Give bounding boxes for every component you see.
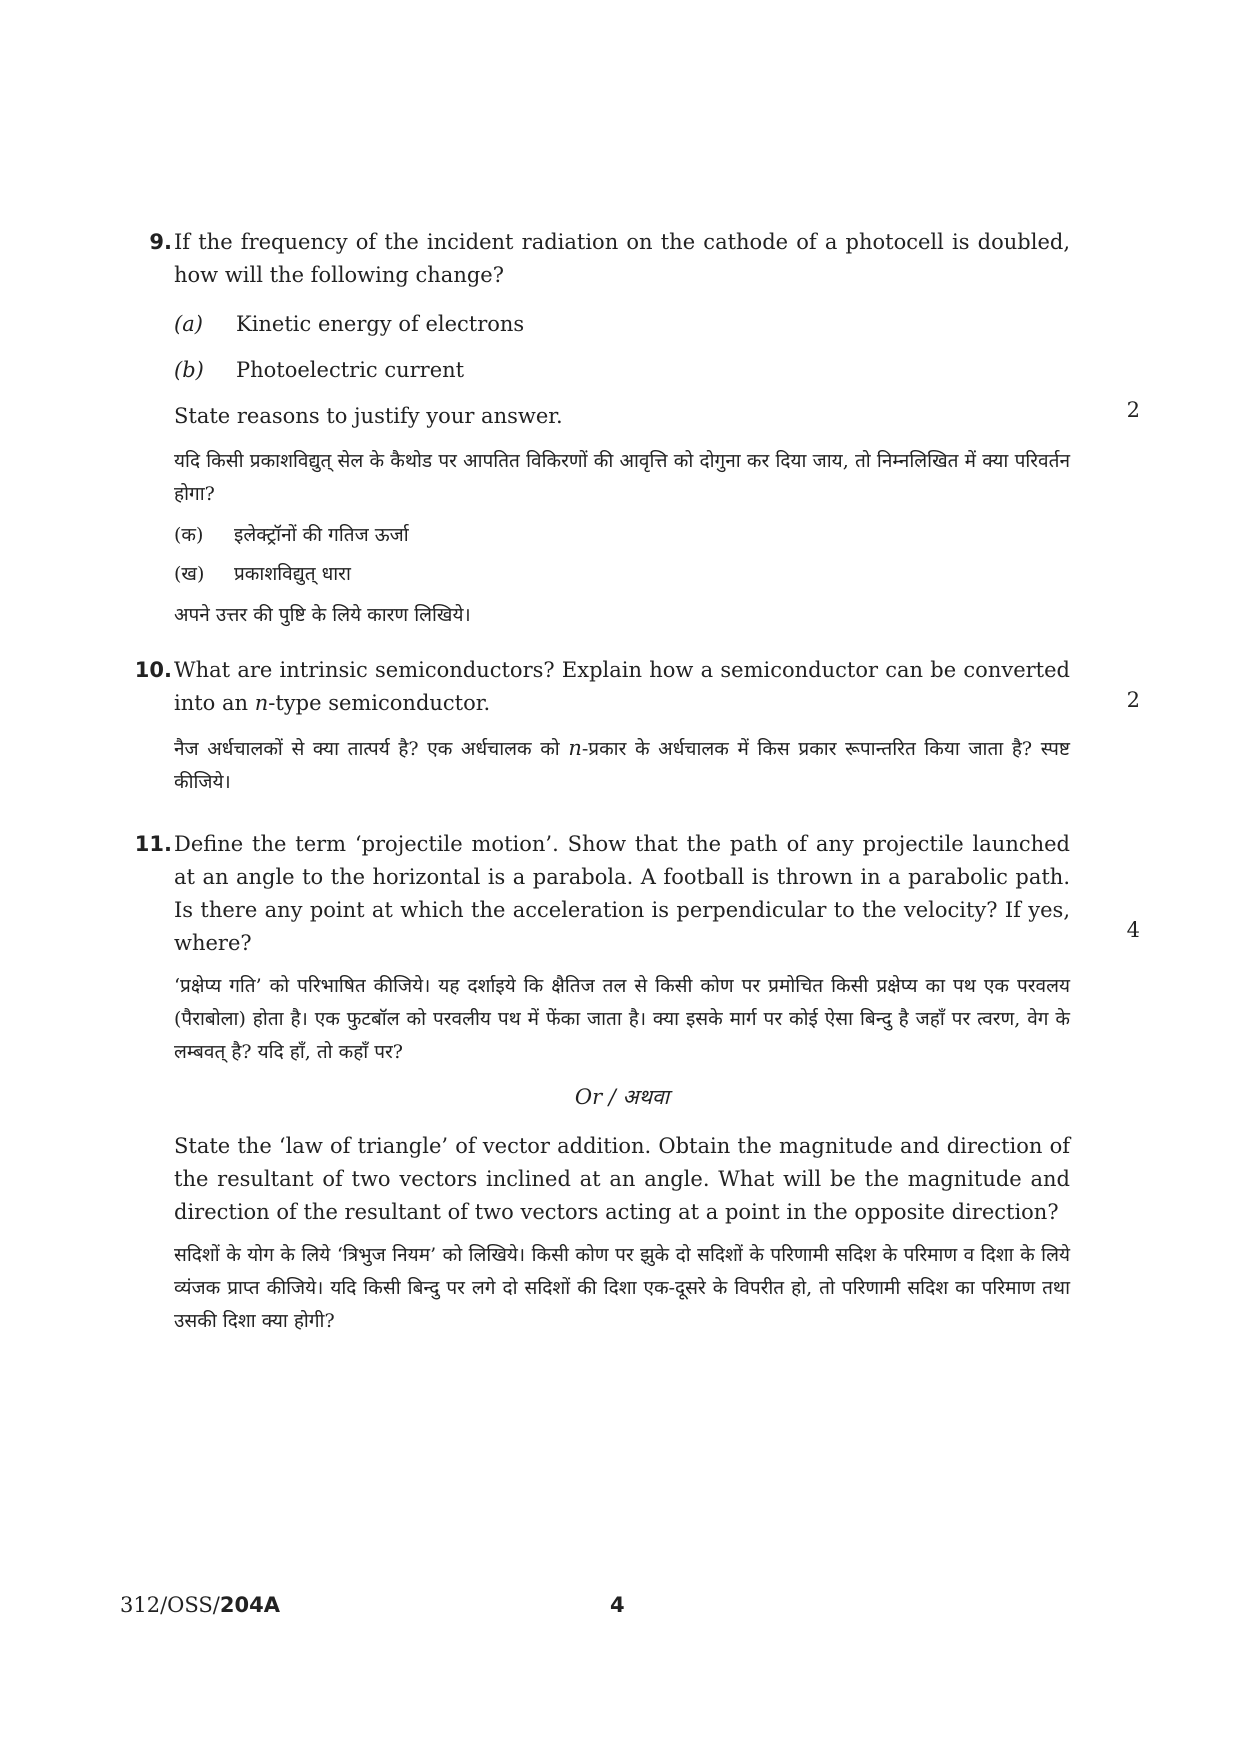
alternative-question-text: State the ‘law of triangle’ of vector addition. Obtain the magnitude and direction of the resultant of two vectors inclined at an angle. What will be the magnitude and direction of the resultant of two vectors acting at a point in the opposite direction? bbox=[174, 1134, 1070, 1224]
sub-question-a bbox=[174, 308, 1070, 341]
sub-label: (a) bbox=[174, 312, 203, 336]
or-separator: Or / अथवा bbox=[574, 1085, 670, 1109]
alternative-question-text-hindi: सदिशों के योग के लिये ‘त्रिभुज नियम’ को लिखिये। किसी कोण पर झुके दो सदिशों के परिणामी सदिश के परिमाण व दिशा के लिये व्यंजक प्राप्त कीजिये। यदि किसी बिन्दु पर लगे दो सदिशों की दिशा एक-दूसरे के विपरीत हो, तो परिणामी सदिश का परिमाण तथा उसकी दिशा क्या होगी? bbox=[174, 1244, 1070, 1332]
reason-instruction: State reasons to justify your answer. bbox=[174, 404, 563, 428]
page-number: 4 bbox=[610, 1593, 625, 1617]
sub-label: (ख) bbox=[174, 563, 205, 585]
question-text-hindi: यदि किसी प्रकाशविद्युत् सेल के कैथोड पर आपतित विकिरणों की आवृत्ति को दोगुना कर दिया जाय, तो निम्नलिखित में क्या परिवर्तन होगा? bbox=[174, 450, 1070, 505]
sub-question-hindi-b bbox=[174, 558, 1070, 591]
sub-question-b bbox=[174, 354, 1070, 387]
question-text-hindi: नैज अर्धचालकों से क्या तात्पर्य है? एक अर्धचालक को n-प्रकार के अर्धचालक में किस प्रकार रूपान्तरित किया जाता है? स्पष्ट कीजिये। bbox=[174, 736, 1070, 793]
question-number: 11. bbox=[134, 832, 172, 856]
marks: 2 bbox=[1126, 398, 1140, 422]
sub-text: Photoelectric current bbox=[236, 358, 465, 382]
reason-instruction-hindi: अपने उत्तर की पुष्टि के लिये कारण लिखिये। bbox=[174, 604, 471, 626]
marks: 2 bbox=[1126, 688, 1140, 712]
sub-label: (क) bbox=[174, 524, 204, 546]
marks: 4 bbox=[1126, 918, 1140, 942]
question-text: What are intrinsic semiconductors? Explain how a semiconductor can be converted into an n-type semiconductor. bbox=[174, 658, 1070, 715]
question-number: 10. bbox=[134, 658, 172, 682]
sub-label: (b) bbox=[174, 358, 204, 382]
question-number: 9. bbox=[149, 230, 172, 254]
paper-code: 312/OSS/204A bbox=[120, 1593, 280, 1617]
question-text: Define the term ‘projectile motion’. Show that the path of any projectile launched at an angle to the horizontal is a parabola. A football is thrown in a parabolic path. Is there any point at which the acceleration is perpendicular to the velocity? If yes, where? bbox=[174, 832, 1070, 955]
question-text-hindi: ‘प्रक्षेप्य गति’ को परिभाषित कीजिये। यह दर्शाइये कि क्षैतिज तल से किसी कोण पर प्रमोचित किसी प्रक्षेप्य का पथ एक परवलय (पैराबोला) होता है। एक फुटबॉल को परवलीय पथ में फेंका जाता है। क्या इसके मार्ग पर कोई ऐसा बिन्दु है जहाँ पर त्वरण, वेग के लम्बवत् है? यदि हाँ, तो कहाँ पर? bbox=[174, 975, 1070, 1063]
sub-text: इलेक्ट्रॉनों की गतिज ऊर्जा bbox=[234, 524, 409, 546]
sub-text: Kinetic energy of electrons bbox=[236, 312, 525, 336]
question-text: If the frequency of the incident radiation on the cathode of a photocell is doubled, how will the following change? bbox=[174, 230, 1070, 287]
sub-text: प्रकाशविद्युत् धारा bbox=[234, 563, 351, 585]
sub-question-hindi-a bbox=[174, 519, 1070, 552]
